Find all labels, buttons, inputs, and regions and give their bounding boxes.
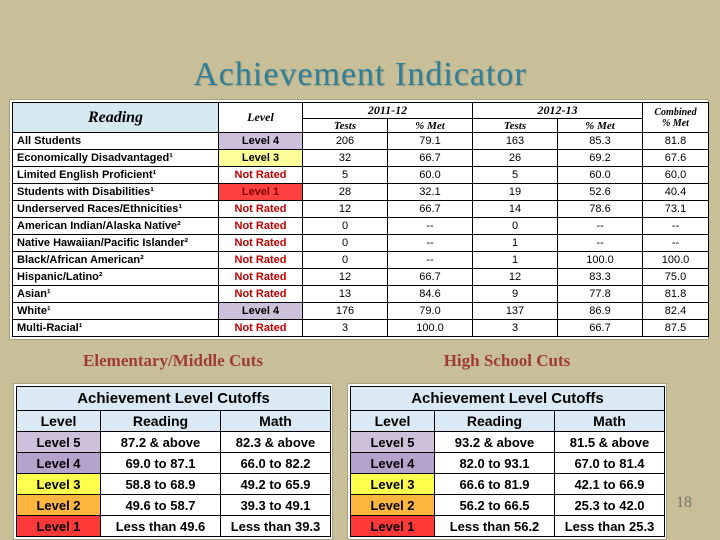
table-row — [13, 150, 709, 167]
tests-2011-12-cell: 206 — [303, 133, 388, 150]
level-cell: Not Rated — [219, 320, 303, 337]
table-row — [13, 184, 709, 201]
met-2012-13-cell: 85.3 — [558, 133, 643, 150]
tests-header-y2: Tests — [473, 119, 558, 133]
table-row — [13, 218, 709, 235]
cutoff-row — [351, 432, 665, 453]
level-cell: Not Rated — [219, 167, 303, 184]
table-row — [13, 252, 709, 269]
level-cell: Level 1 — [351, 516, 435, 537]
cutoffs-title: Achievement Level Cutoffs — [17, 387, 331, 411]
group-name-cell: Underserved Races/Ethnicities¹ — [13, 201, 219, 218]
reading-range-cell: Less than 49.6 — [101, 516, 221, 537]
tests-2012-13-cell: 1 — [473, 252, 558, 269]
met-2012-13-cell: -- — [558, 235, 643, 252]
math-range-cell: Less than 25.3 — [555, 516, 665, 537]
combined-met-header — [643, 103, 709, 133]
table-row — [13, 235, 709, 252]
met-2011-12-cell: 79.1 — [388, 133, 473, 150]
tests-2012-13-cell: 5 — [473, 167, 558, 184]
reading-table — [12, 102, 709, 337]
group-name-cell: Economically Disadvantaged¹ — [13, 150, 219, 167]
reading-range-cell: Less than 56.2 — [435, 516, 555, 537]
table-row — [13, 269, 709, 286]
math-range-cell: 42.1 to 66.9 — [555, 474, 665, 495]
met-2012-13-cell: 83.3 — [558, 269, 643, 286]
math-range-cell: 82.3 & above — [221, 432, 331, 453]
page-number: 18 — [676, 494, 692, 511]
reading-range-cell: 69.0 to 87.1 — [101, 453, 221, 474]
subject-header: Reading — [13, 103, 219, 133]
reading-range-cell: 93.2 & above — [435, 432, 555, 453]
cutoff-row — [17, 495, 331, 516]
group-name-cell: All Students — [13, 133, 219, 150]
group-name-cell: Native Hawaiian/Pacific Islander² — [13, 235, 219, 252]
tests-2011-12-cell: 12 — [303, 201, 388, 218]
combined-met-cell: 87.5 — [643, 320, 709, 337]
level-cell: Not Rated — [219, 269, 303, 286]
met-2011-12-cell: -- — [388, 218, 473, 235]
level-cell: Not Rated — [219, 286, 303, 303]
met-2012-13-cell: 52.6 — [558, 184, 643, 201]
math-range-cell: Less than 39.3 — [221, 516, 331, 537]
year-2012-13-header: 2012-13 — [473, 103, 643, 119]
tests-header-y1: Tests — [303, 119, 388, 133]
tests-2011-12-cell: 0 — [303, 252, 388, 269]
met-2012-13-cell: 69.2 — [558, 150, 643, 167]
math-range-cell: 67.0 to 81.4 — [555, 453, 665, 474]
met-2012-13-cell: 100.0 — [558, 252, 643, 269]
elementary-cutoffs-table — [14, 384, 332, 539]
combined-header-line2: % Met — [662, 117, 689, 129]
high-school-cutoffs-table — [348, 384, 666, 539]
tests-2011-12-cell: 32 — [303, 150, 388, 167]
group-name-cell: Multi-Racial¹ — [13, 320, 219, 337]
combined-met-cell: -- — [643, 218, 709, 235]
group-name-cell: Students with Disabilities¹ — [13, 184, 219, 201]
combined-met-cell: 40.4 — [643, 184, 709, 201]
reading-column-header: Reading — [435, 411, 555, 432]
year-2011-12-header: 2011-12 — [303, 103, 473, 119]
cutoff-row — [17, 432, 331, 453]
tests-2012-13-cell: 9 — [473, 286, 558, 303]
reading-range-cell: 82.0 to 93.1 — [435, 453, 555, 474]
math-range-cell: 81.5 & above — [555, 432, 665, 453]
met-2011-12-cell: -- — [388, 235, 473, 252]
tests-2012-13-cell: 26 — [473, 150, 558, 167]
tests-2011-12-cell: 5 — [303, 167, 388, 184]
level-cell: Level 1 — [219, 184, 303, 201]
group-name-cell: Hispanic/Latino² — [13, 269, 219, 286]
group-name-cell: Limited English Proficient¹ — [13, 167, 219, 184]
level-cell: Level 3 — [17, 474, 101, 495]
level-cell: Not Rated — [219, 235, 303, 252]
tests-2012-13-cell: 137 — [473, 303, 558, 320]
level-cell: Level 4 — [17, 453, 101, 474]
met-2011-12-cell: -- — [388, 252, 473, 269]
level-header: Level — [219, 103, 303, 133]
group-name-cell: Black/African American² — [13, 252, 219, 269]
combined-met-cell: 73.1 — [643, 201, 709, 218]
cutoff-row — [351, 474, 665, 495]
tests-2011-12-cell: 13 — [303, 286, 388, 303]
combined-met-cell: 100.0 — [643, 252, 709, 269]
high-school-cutoffs-body — [351, 432, 665, 537]
cutoff-row — [351, 516, 665, 537]
tests-2011-12-cell: 176 — [303, 303, 388, 320]
table-row — [13, 201, 709, 218]
tests-2011-12-cell: 0 — [303, 235, 388, 252]
math-column-header: Math — [555, 411, 665, 432]
level-cell: Level 4 — [351, 453, 435, 474]
reading-range-cell: 49.6 to 58.7 — [101, 495, 221, 516]
cutoff-row — [17, 516, 331, 537]
tests-2012-13-cell: 163 — [473, 133, 558, 150]
combined-met-cell: 67.6 — [643, 150, 709, 167]
table-row — [13, 286, 709, 303]
elementary-middle-cuts-label: Elementary/Middle Cuts — [83, 351, 263, 370]
met-2012-13-cell: 78.6 — [558, 201, 643, 218]
slide-title: Achievement Indicator — [193, 56, 527, 93]
met-2012-13-cell: -- — [558, 218, 643, 235]
group-name-cell: American Indian/Alaska Native² — [13, 218, 219, 235]
cutoff-row — [351, 453, 665, 474]
group-name-cell: White¹ — [13, 303, 219, 320]
reading-achievement-table — [10, 100, 708, 339]
level-cell: Not Rated — [219, 218, 303, 235]
cutoff-row — [17, 453, 331, 474]
cutoff-row — [351, 495, 665, 516]
reading-table-body — [13, 133, 709, 337]
reading-table-header — [13, 103, 709, 133]
level-cell: Level 5 — [351, 432, 435, 453]
tests-2012-13-cell: 0 — [473, 218, 558, 235]
met-2011-12-cell: 100.0 — [388, 320, 473, 337]
combined-met-cell: 75.0 — [643, 269, 709, 286]
reading-range-cell: 56.2 to 66.5 — [435, 495, 555, 516]
reading-range-cell: 66.6 to 81.9 — [435, 474, 555, 495]
met-header-y2: % Met — [558, 119, 643, 133]
level-cell: Not Rated — [219, 252, 303, 269]
tests-2011-12-cell: 0 — [303, 218, 388, 235]
level-cell: Level 5 — [17, 432, 101, 453]
level-column-header: Level — [17, 411, 101, 432]
table-row — [13, 133, 709, 150]
math-range-cell: 25.3 to 42.0 — [555, 495, 665, 516]
math-range-cell: 49.2 to 65.9 — [221, 474, 331, 495]
level-cell: Not Rated — [219, 201, 303, 218]
met-2011-12-cell: 66.7 — [388, 269, 473, 286]
combined-met-cell: 60.0 — [643, 167, 709, 184]
level-column-header: Level — [351, 411, 435, 432]
tests-2012-13-cell: 3 — [473, 320, 558, 337]
tests-2012-13-cell: 12 — [473, 269, 558, 286]
table-row — [13, 303, 709, 320]
high-school-cuts-label: High School Cuts — [443, 351, 571, 370]
combined-header-line1: Combined — [654, 106, 697, 118]
table-row — [13, 320, 709, 337]
math-range-cell: 66.0 to 82.2 — [221, 453, 331, 474]
cutoff-row — [17, 474, 331, 495]
combined-met-cell: -- — [643, 235, 709, 252]
met-header-y1: % Met — [388, 119, 473, 133]
reading-range-cell: 87.2 & above — [101, 432, 221, 453]
level-cell: Level 1 — [17, 516, 101, 537]
tests-2012-13-cell: 19 — [473, 184, 558, 201]
met-2011-12-cell: 79.0 — [388, 303, 473, 320]
math-range-cell: 39.3 to 49.1 — [221, 495, 331, 516]
level-cell: Level 3 — [219, 150, 303, 167]
reading-column-header: Reading — [101, 411, 221, 432]
met-2011-12-cell: 84.6 — [388, 286, 473, 303]
elementary-cutoffs-body — [17, 432, 331, 537]
met-2012-13-cell: 60.0 — [558, 167, 643, 184]
combined-met-cell: 81.8 — [643, 286, 709, 303]
table-row — [13, 167, 709, 184]
met-2011-12-cell: 66.7 — [388, 201, 473, 218]
met-2011-12-cell: 66.7 — [388, 150, 473, 167]
met-2011-12-cell: 32.1 — [388, 184, 473, 201]
tests-2011-12-cell: 12 — [303, 269, 388, 286]
level-cell: Level 2 — [17, 495, 101, 516]
level-cell: Level 4 — [219, 133, 303, 150]
combined-met-cell: 82.4 — [643, 303, 709, 320]
level-cell: Level 4 — [219, 303, 303, 320]
met-2011-12-cell: 60.0 — [388, 167, 473, 184]
tests-2011-12-cell: 3 — [303, 320, 388, 337]
group-name-cell: Asian¹ — [13, 286, 219, 303]
cutoffs-title: Achievement Level Cutoffs — [351, 387, 665, 411]
level-cell: Level 3 — [351, 474, 435, 495]
met-2012-13-cell: 86.9 — [558, 303, 643, 320]
level-cell: Level 2 — [351, 495, 435, 516]
tests-2012-13-cell: 14 — [473, 201, 558, 218]
combined-met-cell: 81.8 — [643, 133, 709, 150]
tests-2012-13-cell: 1 — [473, 235, 558, 252]
met-2012-13-cell: 77.8 — [558, 286, 643, 303]
math-column-header: Math — [221, 411, 331, 432]
met-2012-13-cell: 66.7 — [558, 320, 643, 337]
reading-range-cell: 58.8 to 68.9 — [101, 474, 221, 495]
tests-2011-12-cell: 28 — [303, 184, 388, 201]
